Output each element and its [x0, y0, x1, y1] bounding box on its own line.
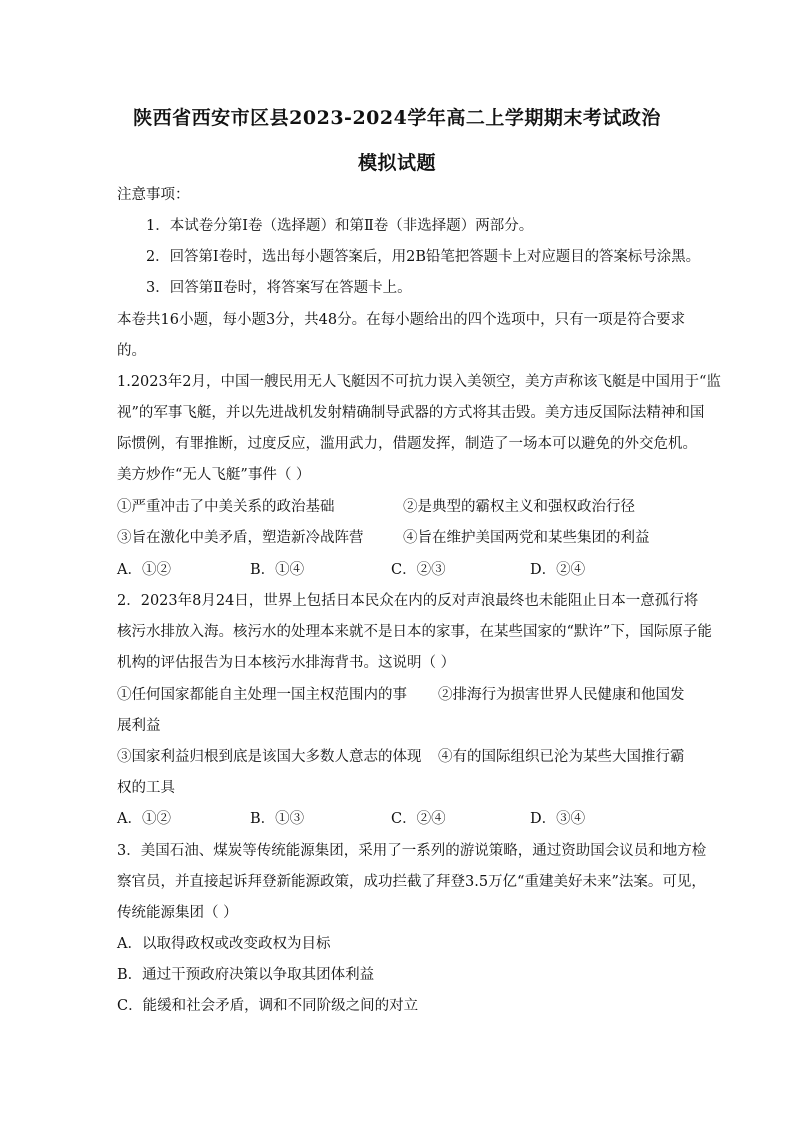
- question-2-option-b: B．①③: [250, 811, 305, 827]
- question-1-stem-line: 际惯例，有罪推断，过度反应，滥用武力，借题发挥，制造了一场本可以避免的外交危机。: [117, 436, 697, 452]
- section-intro-line: 的。: [117, 343, 146, 359]
- question-1-statement: ①严重冲击了中美关系的政治基础: [117, 499, 335, 515]
- question-2-option-d: D．③④: [530, 811, 586, 827]
- question-2-option-a: A．①②: [117, 811, 171, 827]
- question-1-statement: ③旨在激化中美矛盾，塑造新冷战阵营: [117, 530, 364, 546]
- notes-item: 3．回答第Ⅱ卷时，将答案写在答题卡上。: [146, 280, 412, 296]
- question-1-option-b: B．①④: [250, 562, 305, 578]
- question-2-option-c: C．②④: [391, 811, 446, 827]
- notes-heading: 注意事项：: [117, 187, 190, 203]
- question-3-stem-line: 察官员，并直接起诉拜登新能源政策，成功拦截了拜登3.5万亿“重建美好未来”法案。可见，: [117, 874, 706, 890]
- question-2-statement: ③国家利益归根到底是该国大多数人意志的体现: [117, 749, 422, 765]
- question-1-stem-line: 美方炒作“无人飞艇”事件（ ）: [117, 467, 311, 483]
- question-2-statement: ①任何国家都能自主处理一国主权范围内的事: [117, 687, 407, 703]
- question-1-stem-line: 1.2023年2月，中国一艘民用无人飞艇因不可抗力误入美领空，美方声称该飞艇是中国用于“监: [117, 374, 721, 390]
- question-2-statement: ④有的国际组织已沦为某些大国推行霸: [438, 749, 685, 765]
- question-1-option-d: D．②④: [530, 562, 586, 578]
- notes-item: 2．回答第Ⅰ卷时，选出每小题答案后，用2B铅笔把答题卡上对应题目的答案标号涂黑。: [146, 249, 701, 265]
- question-3-stem-line: 传统能源集团（ ）: [117, 905, 238, 921]
- exam-title-line-2: 模拟试题: [357, 152, 436, 174]
- question-2-statement: ②排海行为损害世界人民健康和他国发: [438, 687, 685, 703]
- exam-title-line-1: 陕西省西安市区县2023-2024学年高二上学期期末考试政治: [133, 107, 661, 129]
- question-1-stem-line: 视”的军事飞艇，并以先进战机发射精确制导武器的方式将其击毁。美方违反国际法精神和国: [117, 405, 705, 421]
- question-3-stem-line: 3．美国石油、煤炭等传统能源集团，采用了一系列的游说策略，通过资助国会议员和地方检: [117, 843, 707, 859]
- section-intro-line: 本卷共16小题，每小题3分，共48分。在每小题给出的四个选项中，只有一项是符合要求: [117, 312, 686, 328]
- question-3-option-b: B．通过干预政府决策以争取其团体利益: [117, 967, 375, 983]
- question-2-stem-line: 核污水排放入海。核污水的处理本来就不是日本的家事，在某些国家的“默许”下，国际原子能: [117, 624, 712, 640]
- notes-item: 1．本试卷分第Ⅰ卷（选择题）和第Ⅱ卷（非选择题）两部分。: [146, 218, 534, 234]
- question-3-option-a: A．以取得政权或改变政权为目标: [117, 936, 331, 952]
- question-1-option-c: C．②③: [391, 562, 446, 578]
- question-2-stem-line: 2．2023年8月24日，世界上包括日本民众在内的反对声浪最终也未能阻止日本一意孤行将: [117, 593, 699, 609]
- question-1-option-a: A．①②: [117, 562, 171, 578]
- question-2-stem-line: 机构的评估报告为日本核污水排海背书。这说明（ ）: [117, 655, 456, 671]
- question-3-option-c: C．能缓和社会矛盾，调和不同阶级之间的对立: [117, 998, 419, 1014]
- question-1-statement: ④旨在维护美国两党和某些集团的利益: [403, 530, 650, 546]
- question-2-statement: 权的工具: [117, 780, 175, 796]
- question-2-statement: 展利益: [117, 718, 161, 734]
- question-1-statement: ②是典型的霸权主义和强权政治行径: [403, 499, 635, 515]
